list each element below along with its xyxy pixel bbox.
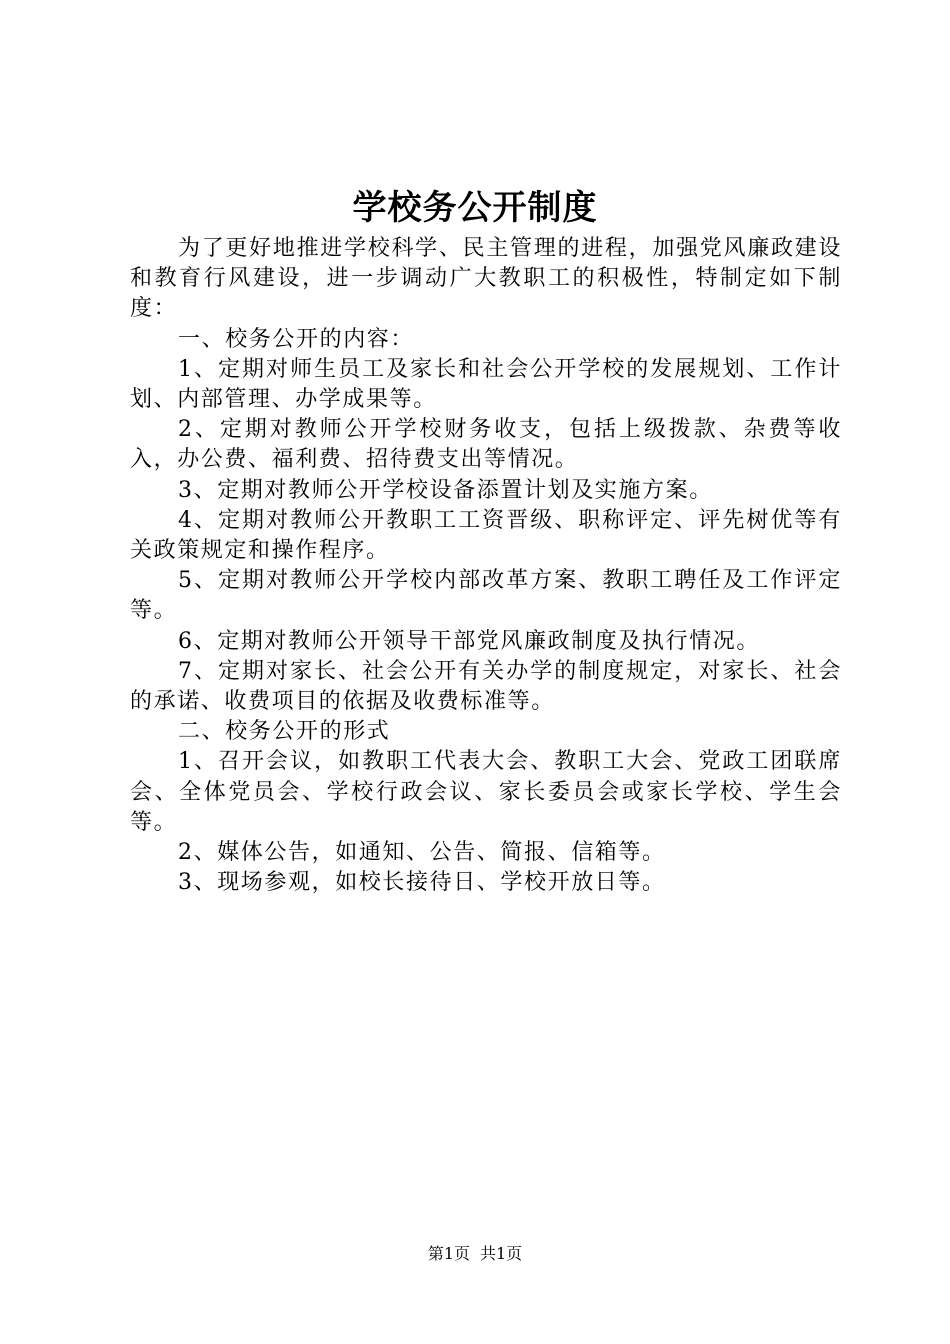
- section-heading-form: 二、校务公开的形式: [178, 719, 391, 745]
- list-item: 7、定期对家长、社会公开有关办学的制度规定，对家长、社会的承诺、收费项目的依据及收费标准等。: [130, 658, 842, 715]
- list-item: 2、媒体公告，如通知、公告、简报、信箱等。: [178, 840, 666, 866]
- page-number-total: 共1页: [480, 1244, 523, 1263]
- list-item: 6、定期对教师公开领导干部党风廉政制度及执行情况。: [178, 628, 760, 654]
- page-number-current: 第1页: [427, 1244, 470, 1263]
- list-item: 2、定期对教师公开学校财务收支，包括上级拨款、杂费等收入，办公费、福利费、招待费支出等情况。: [130, 417, 842, 473]
- list-item: 3、定期对教师公开学校设备添置计划及实施方案。: [178, 477, 713, 503]
- section-heading-content: 一、校务公开的内容：: [178, 326, 415, 352]
- paragraph-intro: 为了更好地推进学校科学、民主管理的进程，加强党风廉政建设和教育行风建设，进一步调动广大教职工的积极性，特制定如下制度：: [130, 236, 842, 322]
- page-footer: [0, 1243, 950, 1265]
- list-item: 1、召开会议，如教职工代表大会、教职工大会、党政工团联席会、全体党员会、学校行政会议、家长委员会或家长学校、学生会等。: [130, 749, 842, 835]
- list-item: 3、现场参观，如校长接待日、学校开放日等。: [178, 870, 666, 896]
- list-item: 4、定期对教师公开教职工工资晋级、职称评定、评先树优等有关政策规定和操作程序。: [130, 507, 842, 564]
- document-title: 学校务公开制度: [352, 188, 598, 228]
- list-item: 5、定期对教师公开学校内部改革方案、教职工聘任及工作评定等。: [130, 568, 842, 624]
- document-body: [130, 234, 842, 898]
- list-item: 1、定期对师生员工及家长和社会公开学校的发展规划、工作计划、内部管理、办学成果等。: [130, 356, 842, 413]
